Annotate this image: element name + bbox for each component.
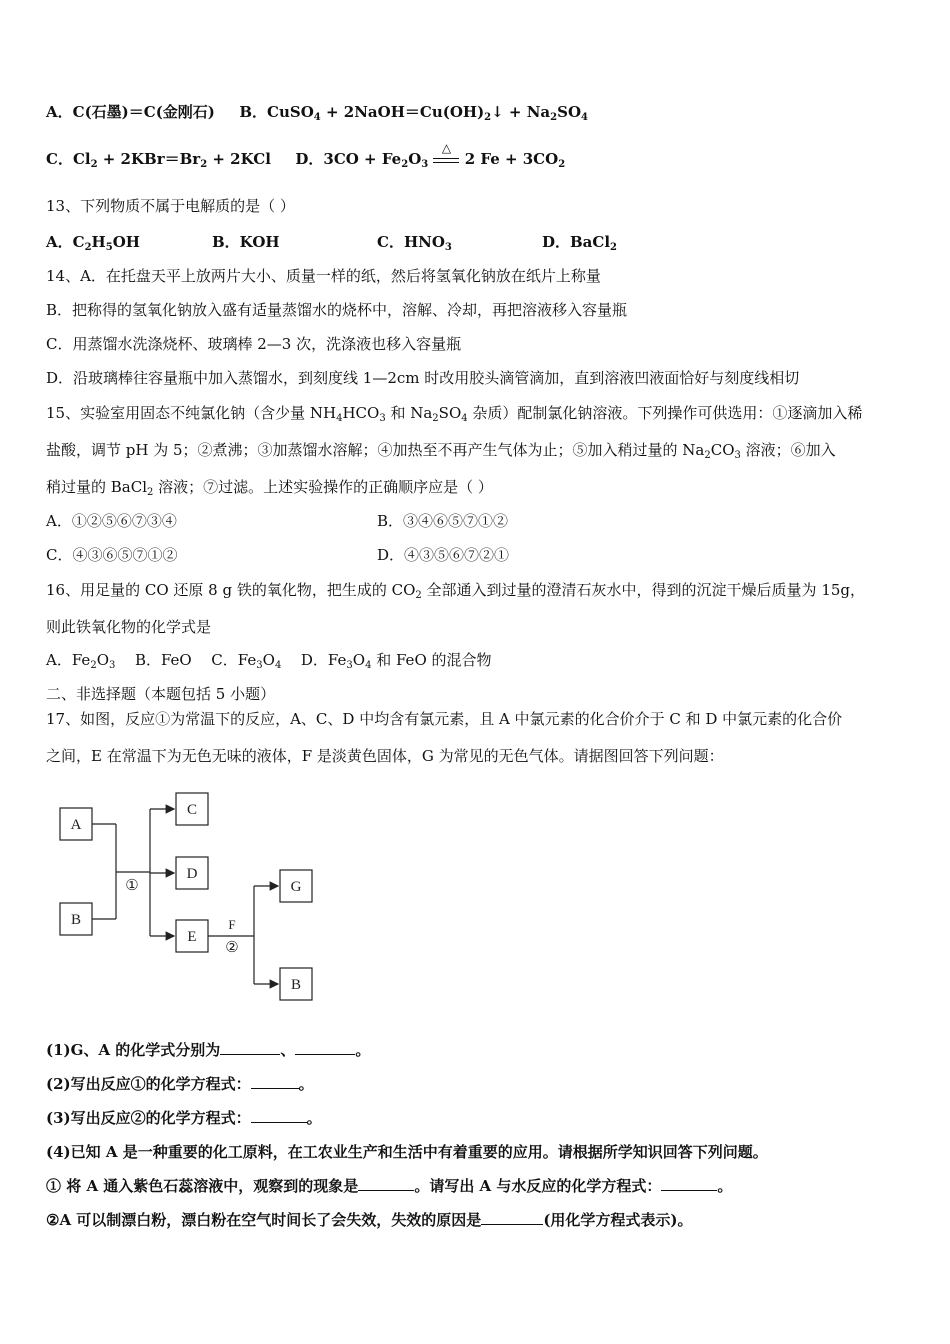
q12-option-d: D．$3CO + Fe_2O_3$ △ 2 $Fe + 3CO_2$	[295, 140, 566, 170]
q15-option-c: C．④③⑥⑤⑦①②	[46, 546, 178, 564]
q16-option-d: D．$Fe_3O_4$ 和 FeO 的混合物	[300, 651, 492, 671]
q14-line-c: C．用蒸馏水洗涤烧杯、玻璃棒 2—3 次，洗涤液也移入容量瓶	[46, 335, 462, 353]
q16-stem-line2: 则此铁氧化物的化学式是	[46, 618, 212, 636]
label-b2: B	[290, 977, 302, 993]
q13-stem: 13、下列物质不属于电解质的是（ ）	[46, 197, 295, 215]
q12-options-row2	[46, 140, 566, 170]
label-f: F	[228, 917, 236, 932]
q17-stem-line1: 17、如图，反应①为常温下的反应，A、C、D 中均含有氯元素，且 A 中氯元素的化合价介于 C 和 D 中氯元素的化合价	[46, 710, 843, 728]
heat-equals-sign: △	[433, 158, 459, 163]
q15-stem-line2: 盐酸，调节 pH 为 5；②煮沸；③加蒸馏水溶解；④加热至不再产生气体为止；⑤加入稍过量的 $Na_2CO_3$ 溶液；⑥加入	[46, 441, 836, 461]
q13-option-b: B．KOH	[212, 233, 280, 251]
q15-stem-line3: 稍过量的 BaCl$_2$ 溶液；⑦过滤。上述实验操作的正确顺序应是（ ）	[46, 478, 493, 498]
q17-stem-line2: 之间，E 在常温下为无色无味的液体，F 是淡黄色固体，G 为常见的无色气体。请据图回答下列问题：	[46, 747, 724, 765]
label-reaction-1: ①	[125, 878, 139, 894]
q16-option-c: C．$Fe_3O_4$	[211, 651, 282, 671]
label-e: E	[187, 929, 197, 945]
q13-option-a: A．$C_2H_5OH$	[46, 233, 140, 253]
q14-line-d: D．沿玻璃棒往容量瓶中加入蒸馏水，到刻度线 1—2cm 时改用胶头滴管滴加，直到溶液凹液面恰好与刻度线相切	[46, 369, 800, 387]
q12-option-c: C．$Cl_2 + 2KBr=Br_2 + 2KCl$	[46, 150, 271, 170]
q13-option-c: C．$HNO_3$	[377, 233, 452, 253]
q17-part2: (2)写出反应①的化学方程式： 。	[46, 1075, 314, 1093]
label-a: A	[70, 817, 82, 833]
q17-part4-sub1: ① 将 A 通入紫色石蕊溶液中，观察到的现象是 。请写出 A 与水反应的化学方程式： 。	[46, 1177, 733, 1195]
q16-stem-line1: 16、用足量的 CO 还原 8 g 铁的氧化物，把生成的 $CO_2$ 全部通入到过量的澄清石灰水中，得到的沉淀干燥后质量为 15g，	[46, 581, 866, 601]
reaction-flow-diagram	[50, 790, 330, 1005]
q16-option-b: B．FeO	[134, 651, 192, 669]
q17-part1: (1)G、A 的化学式分别为 、 。	[46, 1041, 371, 1059]
q17-part4: (4)已知 A 是一种重要的化工原料，在工农业生产和生活中有着重要的应用。请根据所学知识回答下列问题。	[46, 1143, 768, 1161]
label-c: C	[186, 802, 198, 818]
label-g: G	[290, 879, 302, 895]
q12-options-row1	[46, 102, 588, 122]
label-reaction-2: ②	[225, 940, 239, 956]
section-two-heading: 二、非选择题（本题包括 5 小题）	[46, 685, 276, 703]
q15-option-d: D．④③⑤⑥⑦②①	[377, 546, 510, 564]
q14-line-a: 14、A．在托盘天平上放两片大小、质量一样的纸，然后将氢氧化钠放在纸片上称量	[46, 267, 601, 285]
q15-option-a: A．①②⑤⑥⑦③④	[46, 512, 177, 530]
q13-option-d: D．BaCl$_2$	[542, 233, 618, 253]
q16-options	[46, 650, 492, 670]
label-d: D	[186, 866, 198, 882]
q17-part3: (3)写出反应②的化学方程式： 。	[46, 1109, 322, 1127]
q16-option-a: A．$Fe_2O_3$	[46, 651, 116, 671]
q14-line-b: B．把称得的氢氧化钠放入盛有适量蒸馏水的烧杯中，溶解、冷却，再把溶液移入容量瓶	[46, 301, 628, 319]
q15-option-b: B．③④⑥⑤⑦①②	[377, 512, 509, 530]
q12-option-a: A．C(石墨)＝C(金刚石)	[46, 103, 215, 121]
q12-option-b: B．CuSO$_4$ + $2NaOH=Cu(OH)_2↓ + Na_2SO_4$	[239, 103, 588, 123]
label-b: B	[70, 912, 82, 928]
q17-part4-sub2: ②A 可以制漂白粉，漂白粉在空气时间长了会失效，失效的原因是 (用化学方程式表示)。	[46, 1211, 693, 1229]
q15-stem-line1: 15、实验室用固态不纯氯化钠（含少量 $NH_4HCO_3$ 和 $Na_2SO_4$ 杂质）配制氯化钠溶液。下列操作可供选用：①逐滴加入稀	[46, 404, 863, 424]
